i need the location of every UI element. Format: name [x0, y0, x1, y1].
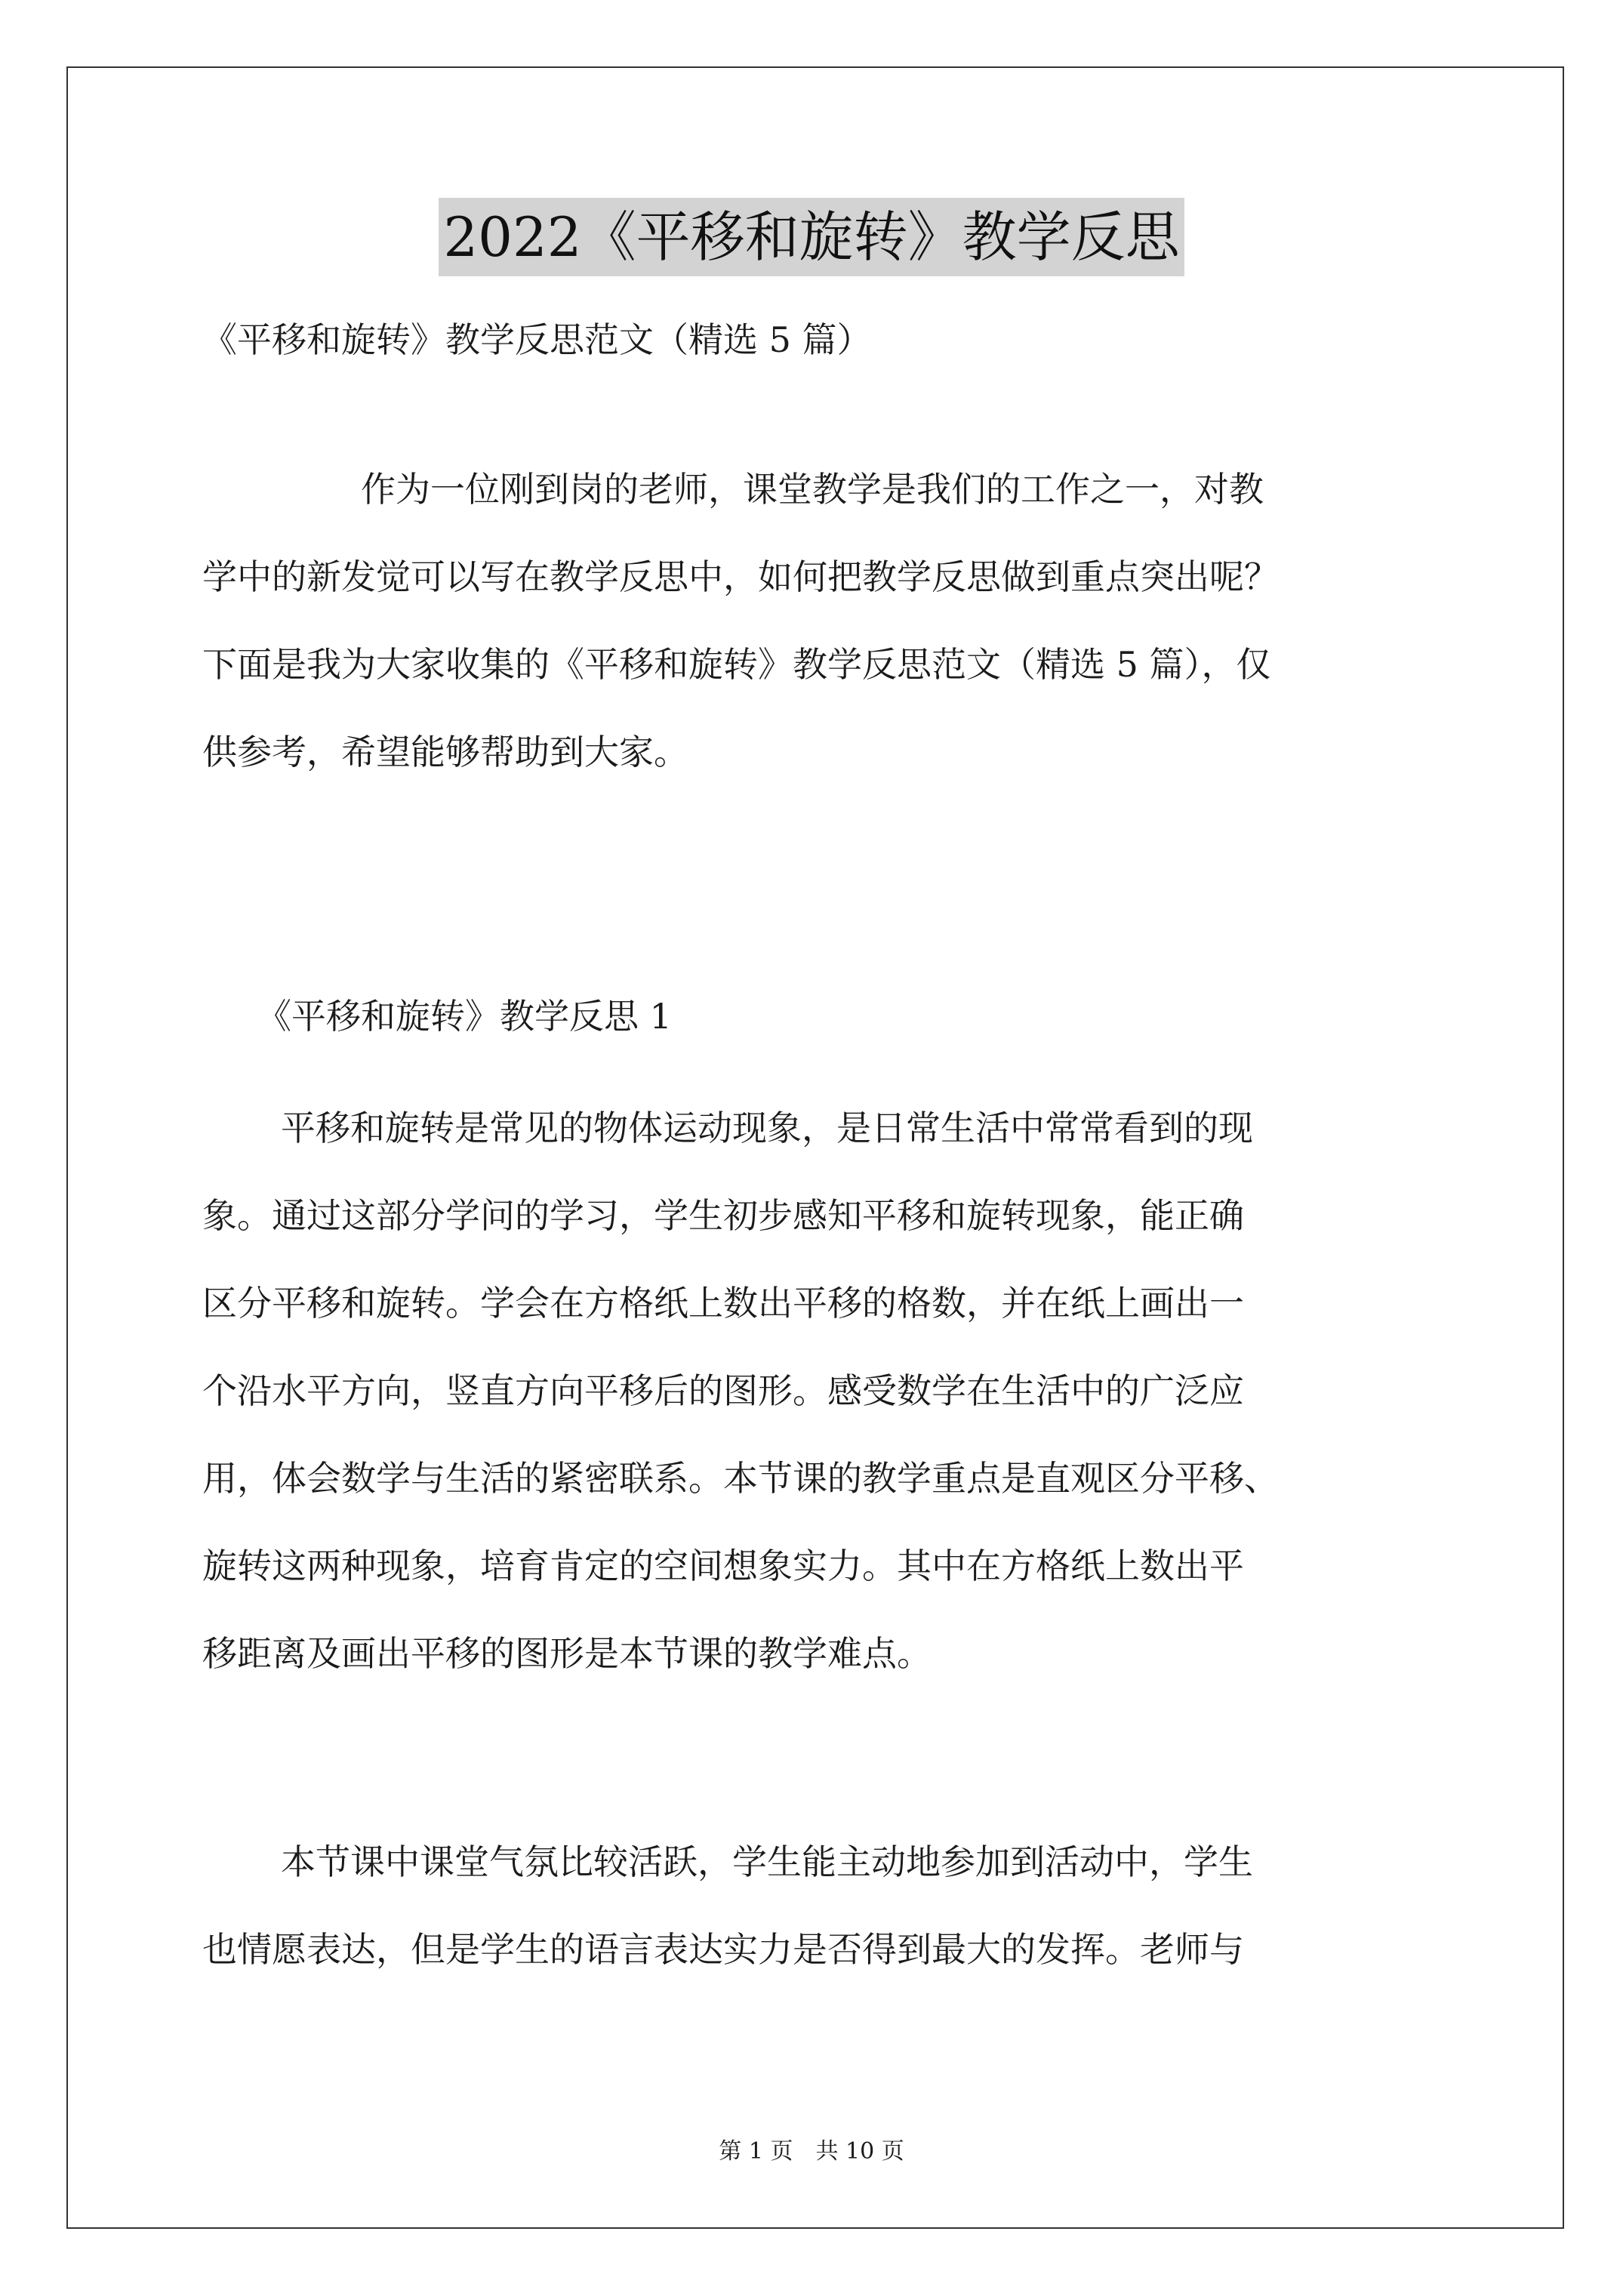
section-heading: 《平移和旋转》教学反思 1 — [257, 996, 672, 1037]
paragraph-line: 平移和旋转是常见的物体运动现象，是日常生活中常常看到的现 — [281, 1108, 1253, 1148]
paragraph-line: 个沿水平方向，竖直方向平移后的图形。感受数学在生活中的广泛应 — [202, 1370, 1244, 1411]
paragraph-1 — [202, 1084, 1440, 1697]
paragraph-line: 象。通过这部分学问的学习，学生初步感知平移和旋转现象，能正确 — [202, 1195, 1244, 1236]
paragraph-line: 也情愿表达，但是学生的语言表达实力是否得到最大的发挥。老师与 — [202, 1929, 1244, 1970]
paragraph-line: 本节课中课堂气氛比较活跃，学生能主动地参加到活动中，学生 — [281, 1841, 1253, 1882]
intro-line: 下面是我为大家收集的《平移和旋转》教学反思范文（精选 5 篇），仅 — [202, 644, 1271, 685]
subtitle: 《平移和旋转》教学反思范文（精选 5 篇） — [202, 319, 872, 360]
intro-line: 学中的新发觉可以写在教学反思中，如何把教学反思做到重点突出呢？ — [202, 556, 1279, 597]
intro-line: 供参考，希望能够帮助到大家。 — [202, 732, 688, 772]
paragraph-line: 移距离及画出平移的图形是本节课的教学难点。 — [202, 1633, 932, 1674]
intro-paragraph — [202, 445, 1440, 796]
intro-line: 作为一位刚到岗的老师，课堂教学是我们的工作之一，对教 — [361, 469, 1264, 510]
document-title: 2022《平移和旋转》教学反思 — [439, 198, 1184, 276]
title-wrap — [0, 198, 1623, 276]
page-footer: 第 1 页 共 10 页 — [719, 2138, 904, 2165]
paragraph-2 — [202, 1818, 1440, 1993]
paragraph-line: 旋转这两种现象，培育肯定的空间想象实力。其中在方格纸上数出平 — [202, 1546, 1244, 1586]
paragraph-line: 区分平移和旋转。学会在方格纸上数出平移的格数，并在纸上画出一 — [202, 1283, 1244, 1324]
paragraph-line: 用，体会数学与生活的紧密联系。本节课的教学重点是直观区分平移、 — [202, 1458, 1279, 1499]
